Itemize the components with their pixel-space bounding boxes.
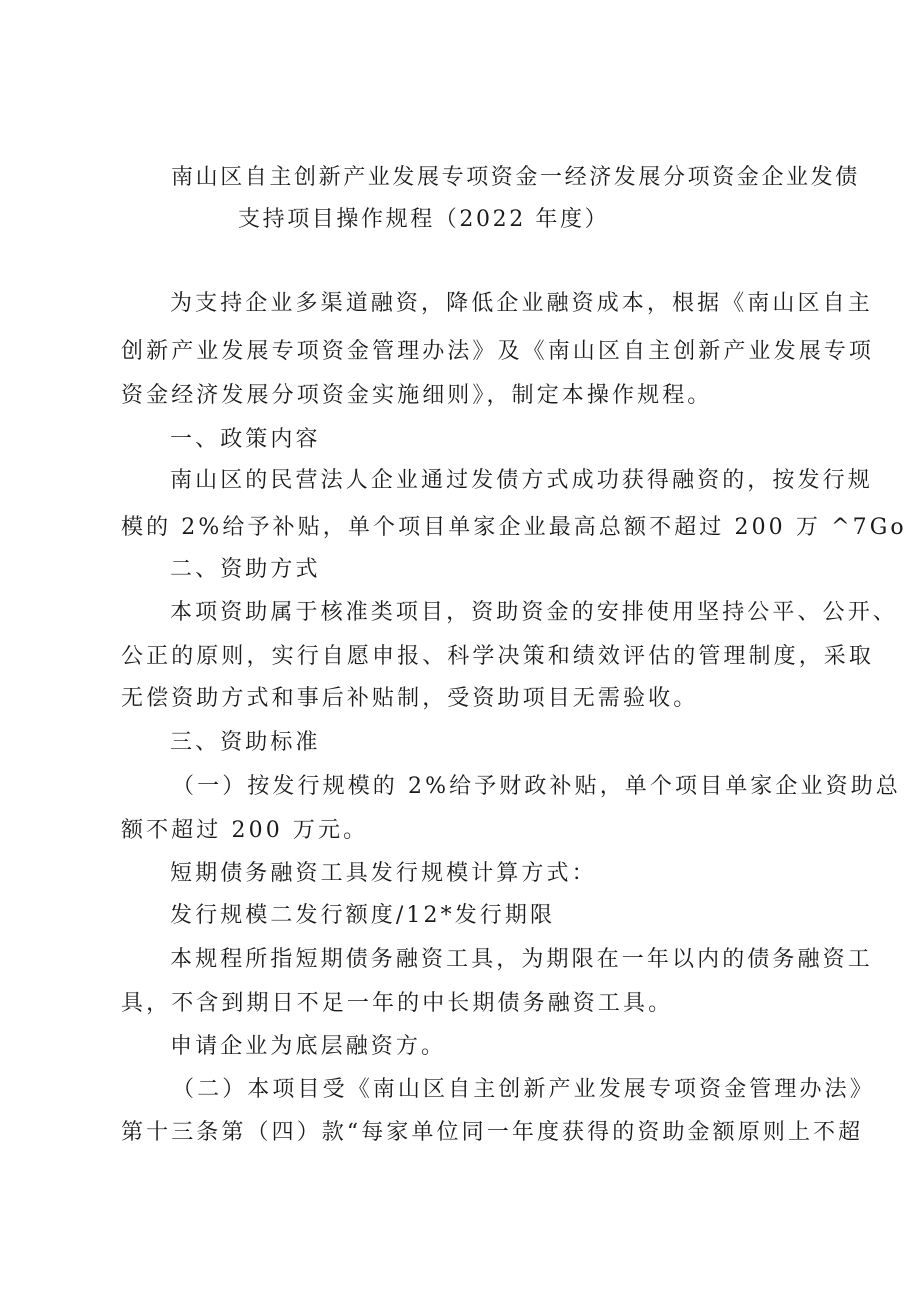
section-heading-method: 二、资助方式	[170, 557, 321, 582]
intro-line-3: 资金经济发展分项资金实施细则》，制定本操作规程。	[121, 383, 713, 408]
method-line-2: 公正的原则，实行自愿申报、科学决策和绩效评估的管理制度，采取	[121, 644, 875, 669]
document-title-line-1: 南山区自主创新产业发展专项资金一经济发展分项资金企业发债	[171, 165, 860, 190]
policy-line-2: 模的 2%给予补贴，单个项目单家企业最高总额不超过 200 万 ^7Go	[121, 515, 907, 540]
short-term-definition-line-2: 具，不含到期日不足一年的中长期债务融资工具。	[121, 991, 674, 1016]
standard-item-1-line-2: 额不超过 200 万元。	[121, 818, 369, 843]
section-heading-policy: 一、政策内容	[170, 427, 321, 452]
document-title-line-2: 支持项目操作规程（2022 年度）	[238, 207, 610, 232]
short-term-calc-label: 短期债务融资工具发行规模计算方式：	[170, 861, 597, 886]
policy-line-1: 南山区的民营法人企业通过发债方式成功获得融资的，按发行规	[170, 468, 873, 493]
standard-item-2-line-2: 第十三条第（四）款“每家单位同一年度获得的资助金额原则上不超	[121, 1120, 864, 1145]
intro-line-1: 为支持企业多渠道融资，降低企业融资成本，根据《南山区自主	[170, 291, 873, 316]
standard-item-1-line-1: （一）按发行规模的 2%给予财政补贴，单个项目单家企业资助总	[172, 774, 901, 799]
section-heading-standard: 三、资助标准	[170, 730, 321, 755]
applicant-note: 申请企业为底层融资方。	[170, 1034, 447, 1059]
method-line-1: 本项资助属于核准类项目，资助资金的安排使用坚持公平、公开、	[170, 600, 898, 625]
method-line-3: 无偿资助方式和事后补贴制，受资助项目无需验收。	[121, 686, 699, 711]
standard-item-2-line-1: （二）本项目受《南山区自主创新产业发展专项资金管理办法》	[172, 1077, 875, 1102]
short-term-formula: 发行规模二发行额度/12*发行期限	[170, 903, 556, 928]
short-term-definition-line-1: 本规程所指短期债务融资工具，为期限在一年以内的债务融资工	[170, 947, 873, 972]
intro-line-2: 创新产业发展专项资金管理办法》及《南山区自主创新产业发展专项	[121, 339, 875, 364]
